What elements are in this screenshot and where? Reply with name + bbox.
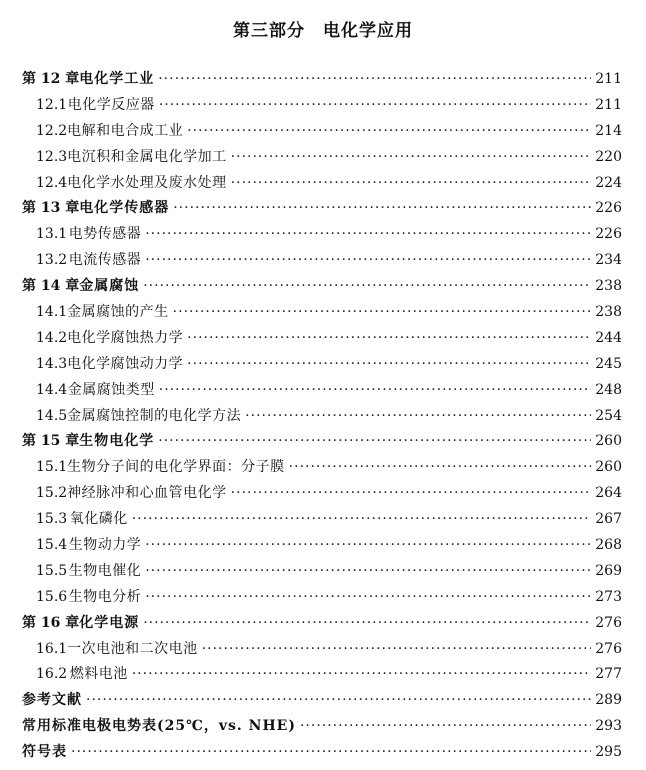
toc-entry-title: 常用标准电极电势表(25℃，vs. NHE) bbox=[22, 718, 296, 735]
toc-entry-number: 12.4 bbox=[36, 174, 68, 191]
toc-entry-number: 14.3 bbox=[36, 355, 68, 372]
toc-entry-number: 第 13 章 bbox=[22, 200, 80, 217]
toc-entry-title: 金属腐蚀控制的电化学方法 bbox=[67, 407, 242, 424]
toc-page-number: 268 bbox=[595, 537, 622, 554]
toc-entry-title: 金属腐蚀的产生 bbox=[67, 304, 169, 321]
toc-section-row[interactable] bbox=[22, 378, 622, 404]
dot-leader bbox=[71, 740, 591, 766]
toc-entry-number: 12.3 bbox=[36, 148, 68, 165]
toc-section-row[interactable] bbox=[22, 248, 622, 274]
toc-page-number: 295 bbox=[595, 744, 622, 761]
toc-section-row[interactable] bbox=[22, 559, 622, 585]
toc-entry-title: 参考文献 bbox=[22, 692, 82, 709]
toc-entry-number: 12.2 bbox=[36, 122, 68, 139]
toc-page-number: 245 bbox=[595, 355, 622, 372]
dot-leader bbox=[159, 93, 592, 119]
toc-entry-number: 14.2 bbox=[36, 329, 68, 346]
toc-page-number: 214 bbox=[595, 122, 622, 139]
toc-entry-number: 15.5 bbox=[36, 562, 68, 579]
dot-leader bbox=[145, 222, 591, 248]
toc-page-number: 244 bbox=[595, 329, 622, 346]
dot-leader bbox=[173, 196, 591, 222]
toc-entry-number: 15.3 bbox=[36, 511, 68, 528]
toc-page-number: 267 bbox=[595, 511, 622, 528]
toc-page-number: 260 bbox=[595, 459, 622, 476]
toc-entry-title: 氧化磷化 bbox=[69, 511, 128, 528]
toc-page-number: 224 bbox=[595, 174, 622, 191]
toc-entry-number: 14.5 bbox=[36, 407, 68, 424]
toc-page-number: 273 bbox=[595, 588, 622, 605]
toc-chapter-row[interactable] bbox=[22, 688, 622, 714]
dot-leader bbox=[159, 378, 592, 404]
toc-entry-title: 燃料电池 bbox=[69, 666, 128, 683]
toc-entry-title: 生物电催化 bbox=[68, 562, 142, 579]
dot-leader bbox=[245, 404, 591, 430]
toc-entry-number: 第 12 章 bbox=[22, 71, 80, 87]
toc-entry-title: 生物动力学 bbox=[68, 537, 142, 554]
dot-leader bbox=[231, 145, 592, 171]
toc-page-number: 211 bbox=[595, 96, 622, 113]
toc-section-row[interactable] bbox=[22, 404, 622, 430]
toc-page-number: 277 bbox=[595, 666, 622, 683]
toc-entry-title: 神经脉冲和心血管电化学 bbox=[67, 485, 227, 502]
toc-section-row[interactable] bbox=[22, 326, 622, 352]
toc-section-row[interactable] bbox=[22, 93, 622, 119]
toc-section-row[interactable] bbox=[22, 352, 622, 378]
toc-entry-number: 15.1 bbox=[36, 459, 68, 476]
toc-entry-title: 生物电化学 bbox=[79, 433, 155, 450]
toc-entry-title: 符号表 bbox=[22, 744, 67, 761]
dot-leader bbox=[86, 688, 591, 714]
toc-page-number: 226 bbox=[595, 226, 622, 243]
toc-entry-title: 电化学工业 bbox=[79, 71, 155, 87]
toc-entry-title: 电化学腐蚀热力学 bbox=[67, 329, 184, 346]
toc-chapter-row[interactable] bbox=[22, 714, 622, 740]
dot-leader bbox=[231, 481, 592, 507]
toc-entry-number: 16.2 bbox=[36, 666, 68, 683]
toc-entry-number: 16.1 bbox=[36, 640, 68, 657]
dot-leader bbox=[158, 429, 591, 455]
toc-page-number: 254 bbox=[595, 407, 622, 424]
dot-leader bbox=[132, 662, 592, 688]
table-of-contents bbox=[22, 67, 622, 766]
toc-entry-title: 电化学腐蚀动力学 bbox=[67, 355, 184, 372]
toc-page-number: 234 bbox=[595, 252, 622, 269]
toc-entry-title: 金属腐蚀 bbox=[79, 278, 140, 295]
toc-entry-title: 电化学传感器 bbox=[79, 200, 170, 217]
toc-section-row[interactable] bbox=[22, 585, 622, 611]
dot-leader bbox=[187, 119, 591, 145]
dot-leader bbox=[158, 67, 591, 93]
toc-section-row[interactable] bbox=[22, 119, 622, 145]
toc-chapter-row[interactable] bbox=[22, 740, 622, 766]
dot-leader bbox=[143, 611, 591, 637]
dot-leader bbox=[145, 533, 591, 559]
toc-page-number: 264 bbox=[595, 485, 622, 502]
toc-entry-number: 第 15 章 bbox=[22, 433, 80, 450]
toc-entry-number: 13.1 bbox=[36, 226, 68, 243]
dot-leader bbox=[202, 637, 592, 663]
toc-section-row[interactable] bbox=[22, 455, 622, 481]
dot-leader bbox=[145, 585, 591, 611]
toc-entry-title: 一次电池和二次电池 bbox=[67, 640, 198, 657]
toc-entry-number: 12.1 bbox=[36, 96, 68, 113]
toc-page-number: 238 bbox=[595, 304, 622, 321]
toc-section-row[interactable] bbox=[22, 222, 622, 248]
dot-leader bbox=[132, 507, 592, 533]
toc-entry-number: 14.4 bbox=[36, 381, 68, 398]
toc-entry-number: 第 14 章 bbox=[22, 278, 80, 295]
toc-entry-title: 生物分子间的电化学界面：分子膜 bbox=[67, 459, 285, 476]
toc-section-row[interactable] bbox=[22, 507, 622, 533]
toc-section-row[interactable] bbox=[22, 637, 622, 663]
toc-page-number: 289 bbox=[595, 692, 622, 709]
toc-page-number: 226 bbox=[595, 200, 622, 217]
toc-entry-title: 电沉积和金属电化学加工 bbox=[67, 148, 227, 165]
toc-section-row[interactable] bbox=[22, 145, 622, 171]
dot-leader bbox=[145, 559, 591, 585]
toc-chapter-row[interactable] bbox=[22, 429, 622, 455]
toc-page-number: 211 bbox=[595, 71, 622, 87]
toc-entry-number: 14.1 bbox=[36, 304, 68, 321]
dot-leader bbox=[300, 714, 591, 740]
toc-entry-title: 化学电源 bbox=[79, 614, 140, 631]
toc-page-number: 293 bbox=[595, 718, 622, 735]
dot-leader bbox=[173, 300, 592, 326]
toc-entry-title: 电化学反应器 bbox=[67, 96, 155, 113]
toc-page-number: 276 bbox=[595, 640, 622, 657]
toc-page-number: 276 bbox=[595, 614, 622, 631]
toc-entry-title: 生物电分析 bbox=[68, 588, 142, 605]
toc-entry-title: 电解和电合成工业 bbox=[67, 122, 184, 139]
toc-entry-number: 15.2 bbox=[36, 485, 68, 502]
dot-leader bbox=[143, 274, 591, 300]
dot-leader bbox=[187, 352, 591, 378]
part-title: 第三部分 电化学应用 bbox=[233, 21, 413, 41]
toc-page-number: 269 bbox=[595, 562, 622, 579]
toc-entry-title: 金属腐蚀类型 bbox=[67, 381, 155, 398]
dot-leader bbox=[289, 455, 592, 481]
toc-section-row[interactable] bbox=[22, 662, 622, 688]
toc-entry-title: 电化学水处理及废水处理 bbox=[67, 174, 227, 191]
dot-leader bbox=[187, 326, 591, 352]
dot-leader bbox=[145, 248, 591, 274]
toc-chapter-row[interactable] bbox=[22, 196, 622, 222]
toc-chapter-row[interactable] bbox=[22, 274, 622, 300]
toc-chapter-row[interactable] bbox=[22, 67, 622, 93]
toc-page-number: 238 bbox=[595, 278, 622, 295]
toc-chapter-row[interactable] bbox=[22, 611, 622, 637]
toc-section-row[interactable] bbox=[22, 533, 622, 559]
toc-page-number: 220 bbox=[595, 148, 622, 165]
toc-page-number: 248 bbox=[595, 381, 622, 398]
dot-leader bbox=[231, 171, 592, 197]
toc-section-row[interactable] bbox=[22, 481, 622, 507]
toc-entry-title: 电流传感器 bbox=[68, 252, 142, 269]
toc-entry-number: 15.4 bbox=[36, 537, 68, 554]
toc-entry-number: 第 16 章 bbox=[22, 614, 80, 631]
toc-section-row[interactable] bbox=[22, 300, 622, 326]
toc-entry-number: 15.6 bbox=[36, 588, 68, 605]
toc-entry-title: 电势传感器 bbox=[68, 226, 142, 243]
toc-page-number: 260 bbox=[595, 433, 622, 450]
toc-section-row[interactable] bbox=[22, 171, 622, 197]
toc-entry-number: 13.2 bbox=[36, 252, 68, 269]
